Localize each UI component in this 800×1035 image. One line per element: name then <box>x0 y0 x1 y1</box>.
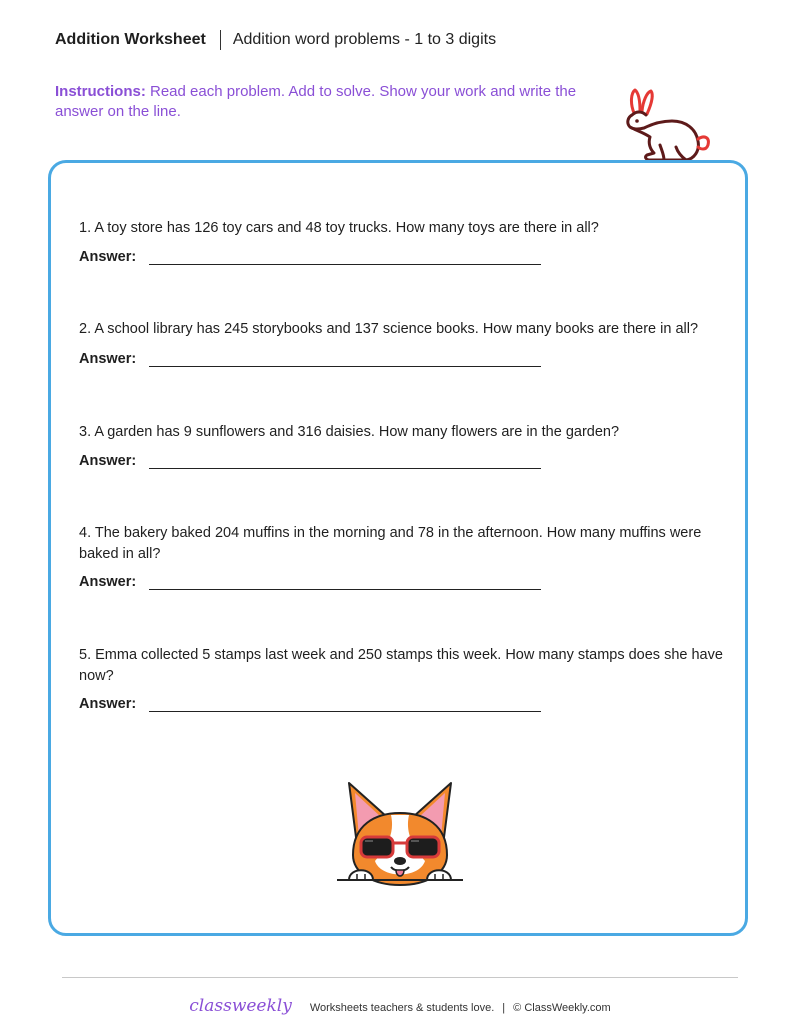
corgi-with-sunglasses-icon <box>335 775 465 895</box>
worksheet-title: Addition Worksheet <box>55 31 206 48</box>
answer-label: Answer: <box>79 696 137 712</box>
problem-2: 2. A school library has 245 storybooks and 137 science books. How many books are there in all? <box>79 321 699 337</box>
footer-copyright: © ClassWeekly.com <box>513 1002 611 1014</box>
answer-line[interactable] <box>149 250 541 265</box>
answer-line[interactable] <box>149 352 541 367</box>
answer-row-5 <box>79 696 541 712</box>
brand-logo: classweekly <box>189 996 292 1016</box>
answer-label: Answer: <box>79 453 137 469</box>
answer-line[interactable] <box>149 575 541 590</box>
answer-label: Answer: <box>79 351 137 367</box>
worksheet-header <box>55 30 496 50</box>
footer-tagline: Worksheets teachers & students love. <box>309 1002 495 1014</box>
footer-divider <box>62 977 738 978</box>
footer <box>0 996 800 1016</box>
answer-label: Answer: <box>79 574 137 590</box>
rabbit-icon <box>620 85 720 167</box>
instructions <box>55 82 615 122</box>
footer-separator: | <box>502 1002 506 1014</box>
answer-label: Answer: <box>79 249 137 265</box>
problem-5: 5. Emma collected 5 stamps last week and 250 stamps this week. How many stamps does she have now? <box>79 647 723 684</box>
header-divider <box>220 30 221 50</box>
instructions-text: Read each problem. Add to solve. Show your work and write the answer on the line. <box>55 83 577 120</box>
instructions-lead: Instructions: <box>55 83 146 100</box>
answer-line[interactable] <box>149 697 541 712</box>
answer-row-1 <box>79 249 541 265</box>
answer-row-4 <box>79 574 541 590</box>
problem-1: 1. A toy store has 126 toy cars and 48 toy trucks. How many toys are there in all? <box>79 220 599 236</box>
answer-row-2 <box>79 351 541 367</box>
problem-3: 3. A garden has 9 sunflowers and 316 daisies. How many flowers are in the garden? <box>79 424 620 440</box>
worksheet-subtitle: Addition word problems - 1 to 3 digits <box>232 31 497 48</box>
answer-row-3 <box>79 453 541 469</box>
answer-line[interactable] <box>149 454 541 469</box>
problem-4: 4. The bakery baked 204 muffins in the morning and 78 in the afternoon. How many muffins were baked in all? <box>79 525 702 562</box>
